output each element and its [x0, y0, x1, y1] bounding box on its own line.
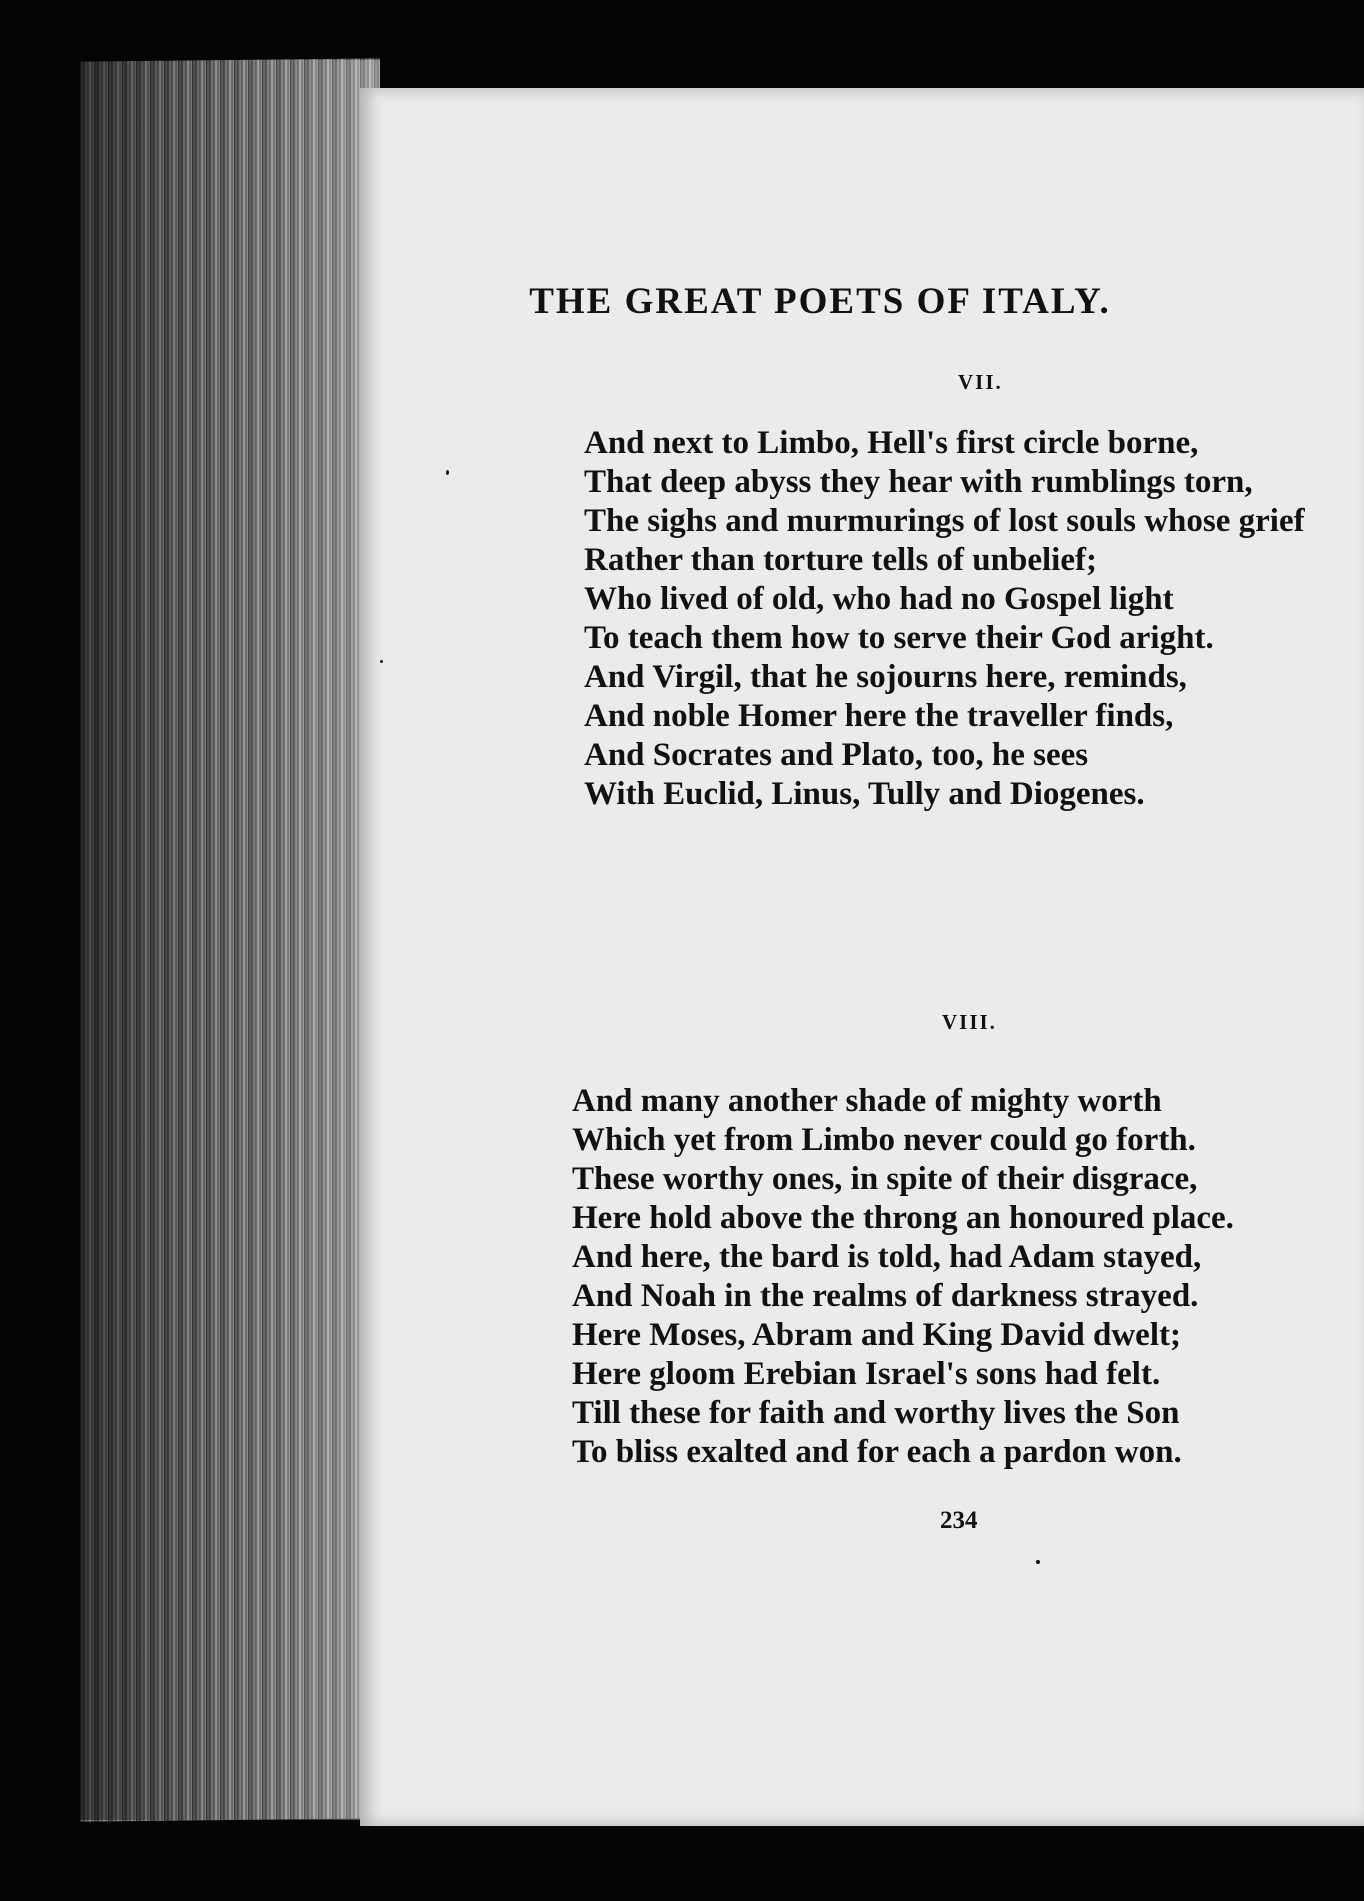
verse-line: And Virgil, that he sojourns here, reminds, [584, 659, 1187, 695]
verse-line: And next to Limbo, Hell's first circle borne, [584, 425, 1199, 461]
section-number-viii: VIII. [942, 1010, 997, 1034]
verse-line: Rather than torture tells of unbelief; [584, 542, 1097, 578]
verse-line: Who lived of old, who had no Gospel light [584, 581, 1174, 617]
verse-line: Here gloom Erebian Israel's sons had felt. [572, 1356, 1161, 1392]
verse-line: And Noah in the realms of darkness strayed. [572, 1278, 1199, 1314]
stanza-viii [572, 1082, 1234, 1472]
scan-speck [380, 660, 383, 663]
verse-line: With Euclid, Linus, Tully and Diogenes. [584, 776, 1145, 812]
verse-line: And many another shade of mighty worth [572, 1083, 1162, 1119]
verse-line: These worthy ones, in spite of their disgrace, [572, 1161, 1198, 1197]
verse-line: Which yet from Limbo never could go forth. [572, 1122, 1196, 1158]
verse-line: The sighs and murmurings of lost souls whose grief [584, 503, 1305, 539]
verse-line: To bliss exalted and for each a pardon won. [572, 1434, 1182, 1470]
fore-edge-shading [80, 60, 380, 1820]
stanza-vii [584, 424, 1305, 814]
page-number: 234 [940, 1507, 978, 1534]
verse-line: To teach them how to serve their God aright. [584, 620, 1214, 656]
verse-line: And noble Homer here the traveller finds, [584, 698, 1174, 734]
verse-line: That deep abyss they hear with rumblings torn, [584, 464, 1253, 500]
scan-speck [446, 470, 449, 475]
verse-line: Till these for faith and worthy lives the Son [572, 1395, 1180, 1431]
section-number-vii: VII. [958, 370, 1003, 394]
scan-speck [1036, 1560, 1040, 1564]
running-head: THE GREAT POETS OF ITALY. [529, 281, 1111, 322]
verse-line: And Socrates and Plato, too, he sees [584, 737, 1089, 773]
verse-line: And here, the bard is told, had Adam stayed, [572, 1239, 1202, 1275]
verse-line: Here hold above the throng an honoured place. [572, 1200, 1234, 1236]
verse-line: Here Moses, Abram and King David dwelt; [572, 1317, 1181, 1353]
page-sheet [360, 88, 1364, 1826]
